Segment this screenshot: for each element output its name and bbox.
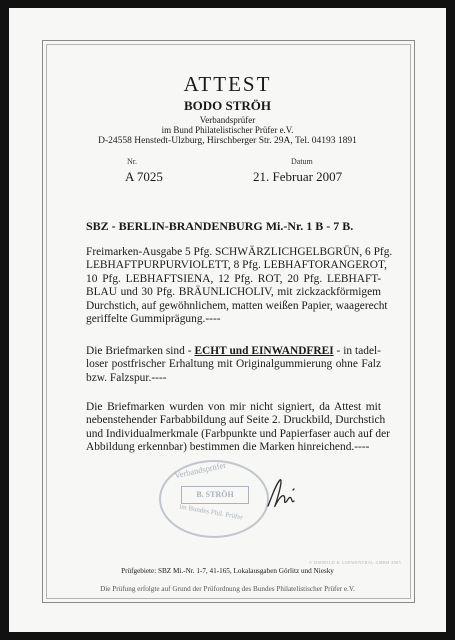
- examiner-role: Verbandsprüfer: [199, 115, 256, 125]
- paragraph-line: 10 Pfg. LEBHAFTSIENA, 12 Pfg. ROT, 20 Pfg. LEBHAFT-: [86, 272, 381, 285]
- examination-rules-note: Die Prüfung erfolgte auf Grund der Prüfordnung des Bundes Philatelistischer Prüfer e.V.: [100, 585, 355, 593]
- paragraph-line: BLAU und 30 Pfg. BRÄUNLICHOLIV, mit zickzackförmigem: [86, 286, 381, 299]
- date-label: Datum: [291, 157, 313, 166]
- paragraph-line: geriffelte Gummiprägung.----: [86, 313, 221, 326]
- paragraph-line: und Individualmerkmale (Farbpunkte und Papierfaser auch auf der: [86, 427, 390, 440]
- examiner-address: D-24558 Henstedt-Ulzburg, Hirschberger Str. 29A, Tel. 04193 1891: [98, 136, 357, 146]
- paragraph-line: Durchstich, auf gewöhnlichem, matten weißen Papier, waagerecht: [86, 299, 388, 312]
- paragraph-line: LEBHAFTPURPURVIOLETT, 8 Pfg. LEBHAFTORANGEROT,: [86, 259, 387, 272]
- signature-note-paragraph: [86, 401, 390, 455]
- verdict-pre: Die Briefmarken sind -: [86, 345, 195, 357]
- examiner-association: im Bund Philatelistischer Prüfer e.V.: [161, 125, 294, 135]
- paragraph-line: loser postfrischer Erhaltung mit Originalgummierung ohne Falz: [86, 358, 381, 371]
- description-paragraph: [86, 246, 393, 326]
- paragraph-line: Die Briefmarken wurden von mir nicht signiert, da Attest mit: [86, 401, 381, 413]
- stamp-center-text: B. STRÖH: [181, 486, 249, 504]
- stamp-top-text: Verbandsprüfer: [173, 459, 227, 481]
- certificate-number: A 7025: [125, 169, 163, 184]
- verdict-emphasis: ECHT und EINWANDFREI: [194, 345, 334, 357]
- heading-text: SBZ - BERLIN-BRANDENBURG Mi.-Nr. 1 B - 7 B.: [86, 219, 354, 233]
- paragraph-line: nebenstehender Farbabbildung auf Seite 2. Druckbild, Durchstich: [86, 414, 386, 427]
- examination-areas: Prüfgebiete: SBZ Mi.-Nr. 1-7, 41-165, Lokalausgaben Görlitz und Niesky: [121, 567, 334, 575]
- paragraph-line: Freimarken-Ausgabe 5 Pfg. SCHWÄRZLICHGELBGRÜN, 6 Pfg.: [86, 246, 393, 258]
- paragraph-line: Abbildung erkennbar) bestimmen die Marken hinreichend.----: [86, 441, 370, 454]
- verdict-paragraph: [86, 345, 381, 385]
- stamp-catalog-heading: [86, 219, 353, 234]
- signature-icon: [262, 476, 302, 512]
- examiner-name: BODO STRÖH: [183, 98, 272, 113]
- certificate-title: ATTEST: [183, 72, 272, 96]
- stamp-bottom-text: im Bundes Phil. Prüfer: [178, 502, 244, 522]
- paragraph-line: bzw. Falzspur.----: [86, 371, 167, 384]
- paragraph-line: [86, 345, 381, 358]
- copyright-notice: © DIEBOLD & LOEWENTHAL GMBH 2005: [309, 560, 402, 565]
- number-label: Nr.: [127, 157, 137, 166]
- certificate-sheet: [9, 8, 446, 632]
- verdict-post: - in tadel-: [333, 345, 381, 357]
- certificate-date: 21. Februar 2007: [253, 169, 343, 184]
